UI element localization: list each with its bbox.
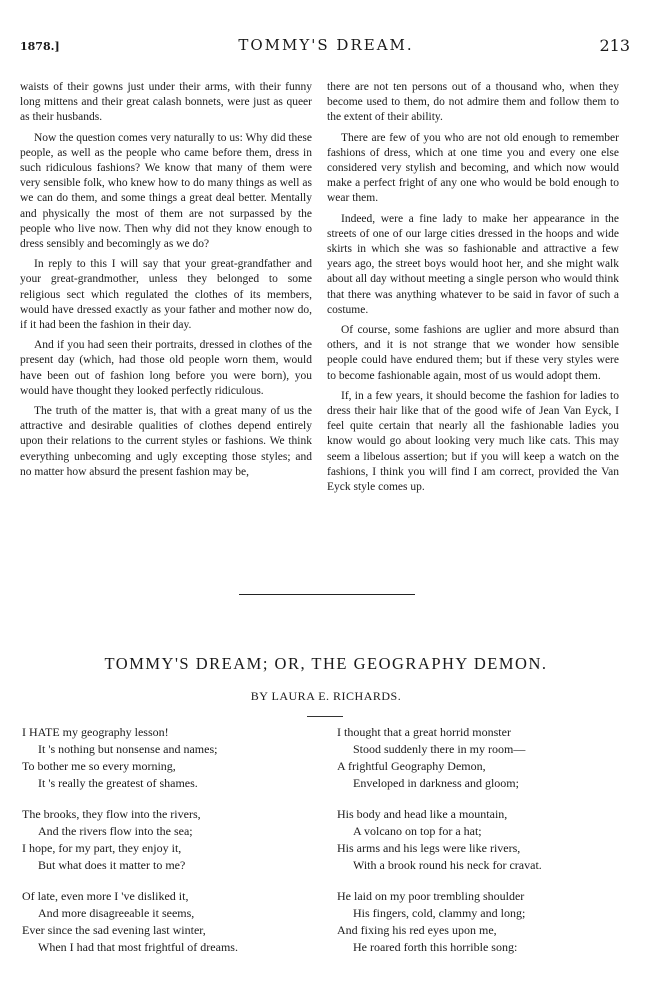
paragraph: The truth of the matter is, that with a great many of us the attractive and desirable qualities of clothes depend entirely upon their relations to the current styles or fashions. We think everything unbecoming and ugly excepting those styles; and no matter how absurd the present fashion may be,	[20, 405, 312, 478]
left-column	[20, 80, 312, 485]
poem-right-column	[337, 724, 637, 970]
poem-line: The brooks, they flow into the rivers,	[22, 807, 201, 821]
paragraph: There are few of you who are not old enough to remember fashions of dress, which at one time you and every one else considered very stylish and becoming, and which now would make a perfect fright of any one who would be bold enough to wear them.	[327, 131, 619, 205]
poem-line: But what does it matter to me?	[38, 858, 186, 872]
poem-line: I hope, for my part, they enjoy it,	[22, 841, 182, 855]
right-column	[327, 80, 619, 500]
header-title: TOMMY'S DREAM.	[238, 36, 414, 54]
paragraph: If, in a few years, it should become the fashion for ladies to dress their hair like that of the good wife of Jean Van Eyck, I feel quite certain that nearly all the fashionable ladies you know would go about looking very much like cats. This may seem a libelous assertion; but if you will keep a watch on the fashions, I think you will find I am correct, provided the Van Eyck style comes up.	[327, 389, 619, 494]
poem-line: I thought that a great horrid monster	[337, 725, 511, 739]
poem-line: When I had that most frightful of dreams.	[38, 940, 238, 954]
section-divider	[239, 594, 415, 595]
poem-left-column	[22, 724, 322, 970]
poem-line: I HATE my geography lesson!	[22, 725, 169, 739]
paragraph: waists of their gowns just under their arms, with their funny long mittens and their great calash bonnets, were just as queer as their husbands.	[20, 81, 312, 124]
paragraph: And if you had seen their portraits, dressed in clothes of the present day (which, had those old people worn them, would have been out of fashion long before you were born), you would have thought they looked perfectly ridiculous.	[20, 339, 312, 397]
byline-rule	[307, 716, 343, 717]
poem-line: His fingers, cold, clammy and long;	[353, 906, 526, 920]
poem-line: Enveloped in darkness and gloom;	[353, 776, 519, 790]
poem-line: He roared forth this horrible song:	[353, 940, 518, 954]
poem-line: He laid on my poor trembling shoulder	[337, 889, 525, 903]
header-year: 1878.]	[20, 40, 60, 53]
poem-line: A frightful Geography Demon,	[337, 759, 486, 773]
paragraph: Of course, some fashions are uglier and more absurd than others, and it is not strange that we wonder how sensible people could have endured them; but if these very styles were to become fashionable again, most of us would adopt them.	[327, 324, 619, 382]
paragraph: Now the question comes very naturally to us: Why did these people, as well as the people who came before them, dress in such ridiculous fashions? We know that many of them were very sensible folk, who knew how to do many things as well as we can do them, and some things a great deal better. Mentally and physically the most of them are not surpassed by the people who live now. Then why did not they know enough to dress sensibly and becomingly as we do?	[20, 131, 312, 251]
paragraph: In reply to this I will say that your great-grandfather and your great-grandmother, unless they belonged to some religious sect which regulated the clothes of its members, would have dressed exactly as your father and mother now do, if it had been the fashion in their day.	[20, 258, 312, 332]
poem-stanza	[22, 888, 322, 956]
page-number: 213	[599, 36, 630, 55]
poem-line: It 's really the greatest of shames.	[38, 776, 198, 790]
poem-stanza	[337, 724, 637, 792]
poem-line: His arms and his legs were like rivers,	[337, 841, 521, 855]
poem-title: TOMMY'S DREAM; OR, THE GEOGRAPHY DEMON.	[104, 654, 548, 673]
poem-line: And the rivers flow into the sea;	[38, 824, 193, 838]
paragraph: Indeed, were a fine lady to make her appearance in the streets of one of our large cities dressed in the hoops and wide skirts in which she was so fashionable and attractive a few years ago, the street boys would hoot her, and she might walk about all day without meeting a single person who would think that there was anything whatever to be said in favor of such a costume.	[327, 212, 619, 316]
poem-line: And more disagreeable it seems,	[38, 906, 195, 920]
poem-line: With a brook round his neck for cravat.	[353, 858, 542, 872]
poem-line: A volcano on top for a hat;	[353, 824, 482, 838]
poem-stanza	[22, 724, 322, 792]
poem-line: His body and head like a mountain,	[337, 807, 508, 821]
poem-line: Stood suddenly there in my room—	[353, 742, 526, 756]
poem-byline: BY LAURA E. RICHARDS.	[250, 689, 402, 703]
poem-stanza	[337, 888, 637, 956]
poem-line: And fixing his red eyes upon me,	[337, 923, 497, 937]
paragraph: there are not ten persons out of a thousand who, when they become used to them, do not admire them and follow them to the extent of their ability.	[327, 81, 619, 124]
poem-line: Ever since the sad evening last winter,	[22, 923, 206, 937]
poem-stanza	[337, 806, 637, 874]
poem-line: To bother me so every morning,	[22, 759, 176, 773]
poem-line: It 's nothing but nonsense and names;	[38, 742, 218, 756]
poem-stanza	[22, 806, 322, 874]
poem-line: Of late, even more I 've disliked it,	[22, 889, 189, 903]
